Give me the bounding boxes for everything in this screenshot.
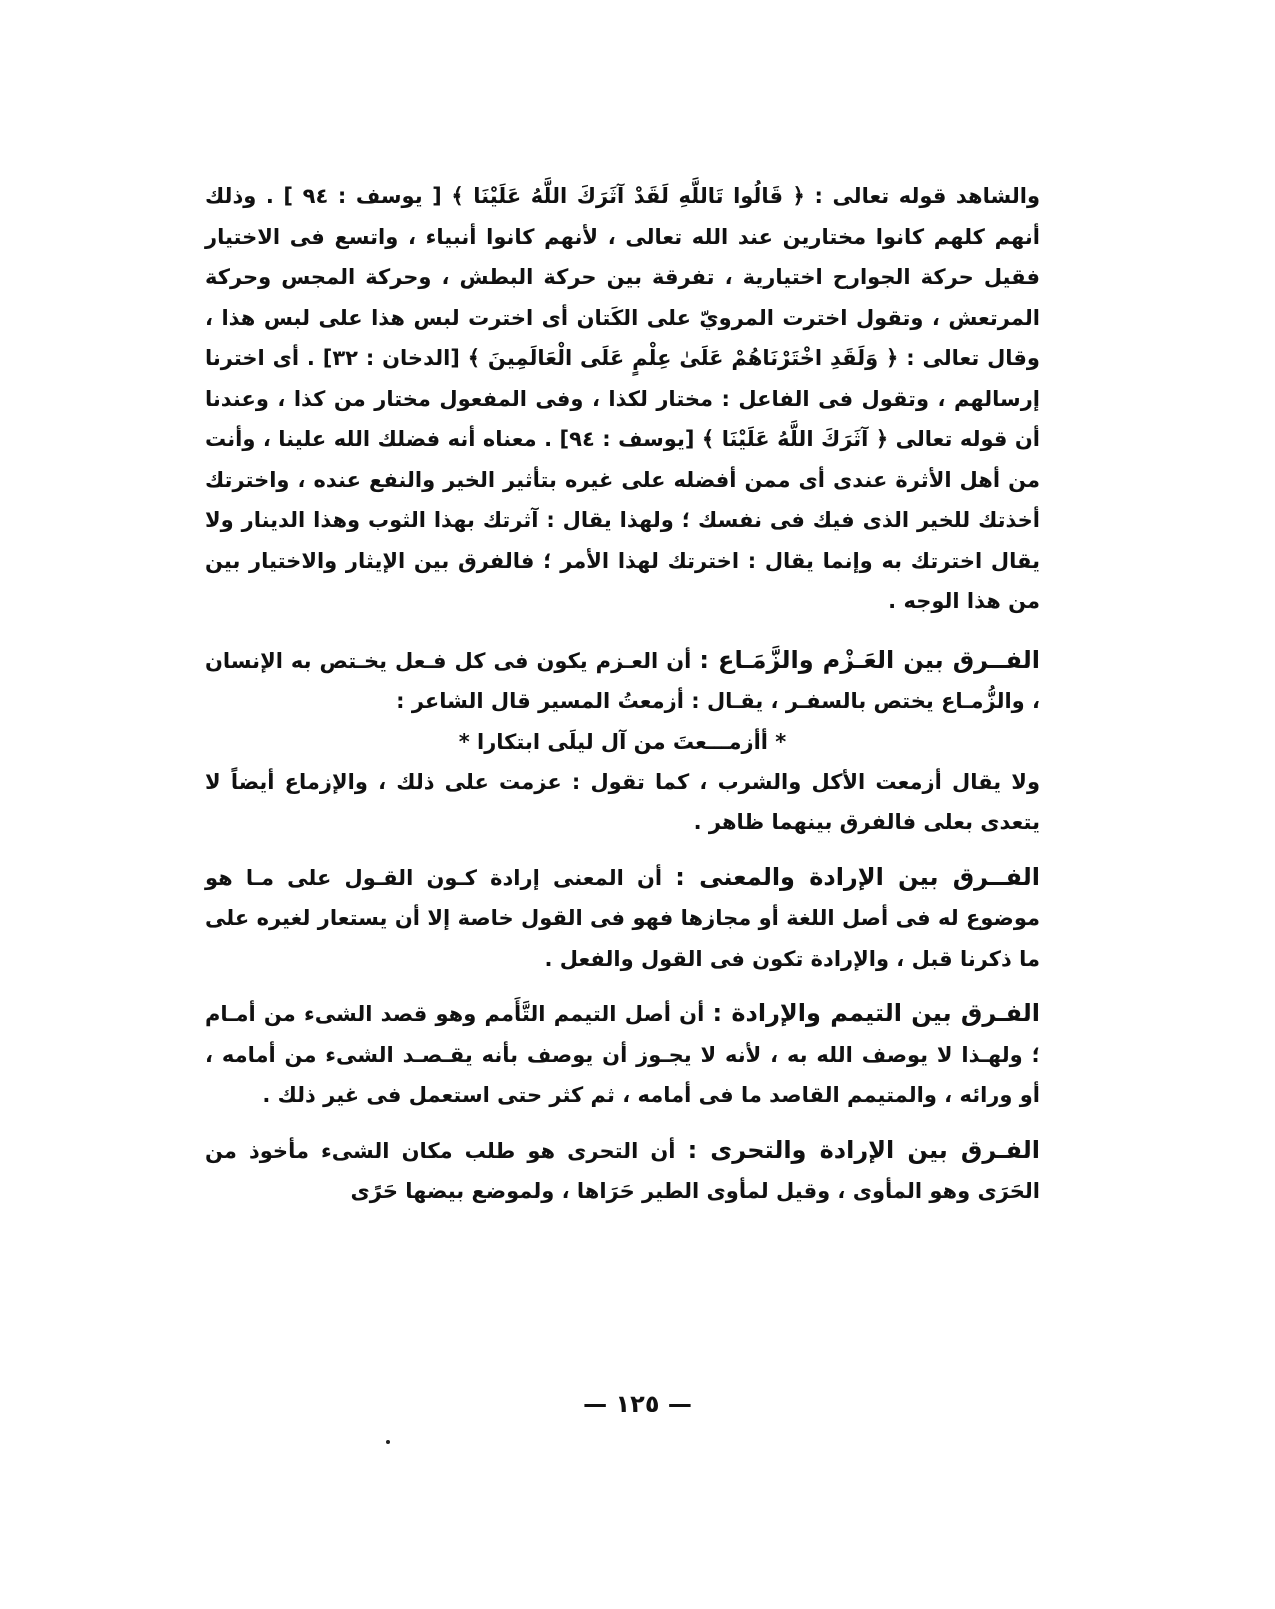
- paragraph-irada-taharri-text: أن التحرى هو طلب مكان الشىء مأخوذ من الحَرَى وهو المأوى ، وقيل لمأوى الطير حَرَاها ، ولموضع بيضها حَرًى: [205, 1138, 1040, 1203]
- paragraph-tayammum-irada-text: أن أصل التيمم التَّأَمم وهو قصد الشىء من أمـام ؛ ولهـذا لا يوصف الله به ، لأنه لا يجـوز أن يوصف بأنه يقـصـد الشىء من أمامه ، أو ورائه ، والمتيمم القاصد ما فى أمامه ، ثم كثر حتى استعمل فى غير ذلك .: [205, 1002, 1040, 1107]
- scan-speck: [386, 1440, 390, 1444]
- paragraph-1-text: والشاهد قوله تعالى : ﴿ قَالُوا تَاللَّهِ لَقَدْ آثَرَكَ اللَّهُ عَلَيْنَا ﴾ [ يوسف : ٩٤ ] . وذلك أنهم كلهم كانوا مختارين عند الله تعالى ، لأنهم كانوا أنبياء ، واتسع فى الاختيار فقيل حركة الجوارح اختيارية ، تفرقة بين حركة البطش ، وحركة المجس وحركة المرتعش ، وتقول اخترت المرويّ على الكَتان أى اخترت لبس هذا على لبس هذا ، وقال تعالى : ﴿ وَلَقَدِ اخْتَرْنَاهُمْ عَلَىٰ عِلْمٍ عَلَى الْعَالَمِينَ ﴾ [الدخان : ٣٢] . أى اخترنا إرسالهم ، وتقول فى الفاعل : مختار لكذا ، وفى المفعول مختار من كذا ، وعندنا أن قوله تعالى ﴿ آثَرَكَ اللَّهُ عَلَيْنَا ﴾ [يوسف : ٩٤] . معناه أنه فضلك الله علينا ، وأنت من أهل الأثرة عندى أى ممن أفضله على غيره بتأثير الخير والنفع عنده ، واخترتك أخذتك للخير الذى فيك فى نفسك ؛ ولهذا يقال : آثرتك بهذا الثوب وهذا الدينار ولا يقال اخترتك به وإنما يقال : اخترتك لهذا الأمر ؛ فالفرق بين الإيثار والاختيار بين من هذا الوجه .: [205, 184, 1041, 613]
- page-body: [205, 176, 1040, 1226]
- section-heading-irada-taharri: الفـرق بين الإرادة والتحرى :: [687, 1135, 1040, 1164]
- paragraph-azm-zamaa-text: أن العـزم يكون فى كل فـعل يخـتص به الإنسان ، والزُّمـاع يختص بالسفـر ، يقـال : أزمعتُ المسير قال الشاعر :: [205, 648, 1040, 713]
- paragraph-azm-zamaa: [205, 640, 1040, 722]
- section-heading-azm-zamaa: الفــرق بين العَـزْم والزَّمَـاع :: [699, 645, 1040, 674]
- poetry-verse: * أأزمـــعتَ من آل ليلَى ابتكارا *: [458, 729, 787, 754]
- section-heading-irada-maana: الفــرق بين الإرادة والمعنى :: [675, 862, 1040, 891]
- paragraph-azm-continued-text: ولا يقال أزمعت الأكل والشرب ، كما تقول : عزمت على ذلك ، والإزماع أيضاً لا يتعدى بعلى فالفرق بينهما ظاهر .: [205, 769, 1040, 834]
- page-number: — ١٢٥ —: [583, 1390, 692, 1418]
- section-heading-tayammum-irada: الفـرق بين التيمم والإرادة :: [712, 999, 1040, 1027]
- paragraph-azm-continued: [205, 762, 1040, 843]
- paragraph-irada-taharri: [205, 1130, 1040, 1212]
- paragraph-irada-maana-text: أن المعنى إرادة كـون القـول على مـا هو موضوع له فى أصل اللغة أو مجازها فهو فى القول خاصة إلا أن يستعار لغيره على ما ذكرنا قبل ، والإرادة تكون فى القول والفعل .: [205, 865, 1040, 971]
- paragraph-irada-maana: [205, 857, 1040, 980]
- paragraph-tayammum-irada: [205, 993, 1040, 1116]
- paragraph-1: [205, 176, 1040, 622]
